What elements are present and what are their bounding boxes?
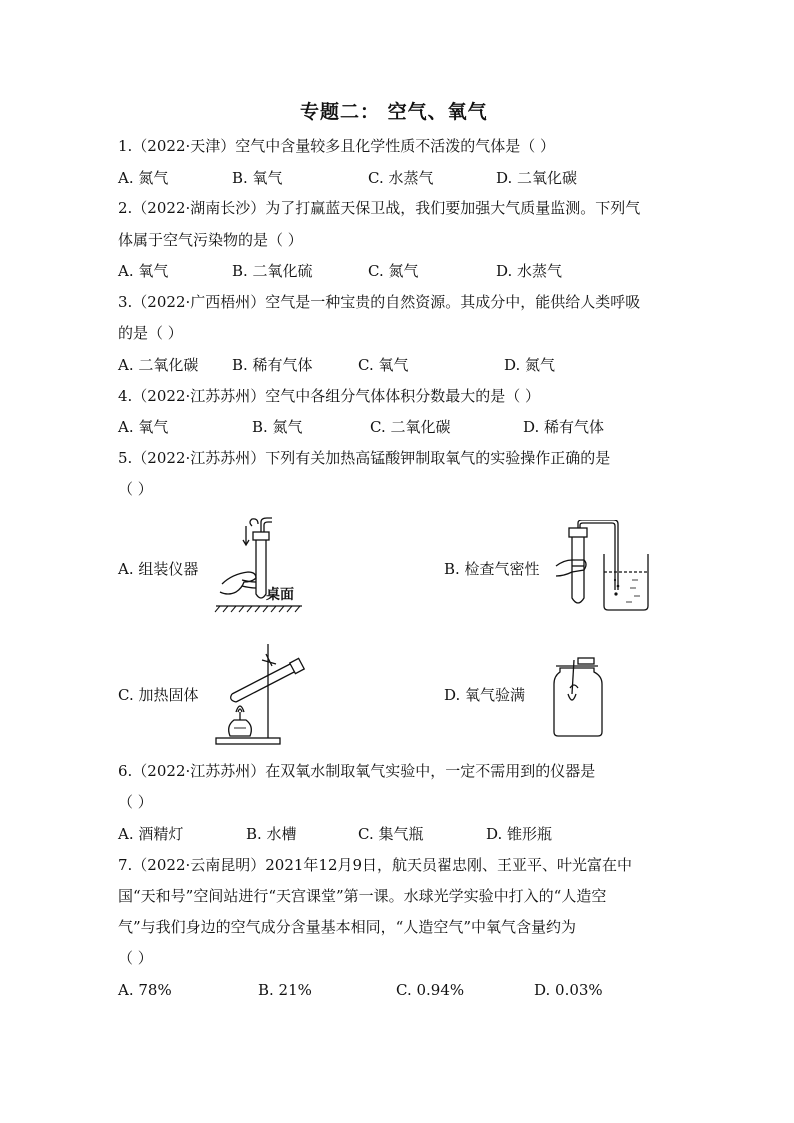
question-3-line-1: 3.（2022·广西梧州）空气是一种宝贵的自然资源。其成分中，能供给人类呼吸 xyxy=(118,293,641,311)
q2-option-b: B. 二氧化硫 xyxy=(232,262,313,280)
q1-option-d: D. 二氧化碳 xyxy=(496,169,578,187)
q4-option-c: C. 二氧化碳 xyxy=(370,418,451,436)
q6-option-d: D. 锥形瓶 xyxy=(486,825,553,843)
question-7-line-1: 7.（2022·云南昆明）2021年12月9日，航天员翟忠刚、王亚平、叶光富在中 xyxy=(118,856,633,874)
q6-option-a: A. 酒精灯 xyxy=(118,825,184,843)
q1-option-c: C. 水蒸气 xyxy=(368,169,434,187)
q7-option-a: A. 78% xyxy=(118,981,172,999)
q1-option-a: A. 氮气 xyxy=(118,169,169,187)
q4-option-d: D. 稀有气体 xyxy=(523,418,605,436)
figure-heating-solid xyxy=(212,640,312,746)
q5-option-c: C. 加热固体 xyxy=(118,686,199,704)
figure-oxygen-full-test xyxy=(548,654,608,738)
question-7-line-4: （ ） xyxy=(118,949,153,967)
q5-option-d: D. 氧气验满 xyxy=(444,686,526,704)
q2-option-d: D. 水蒸气 xyxy=(496,262,563,280)
figure-check-airtightness xyxy=(552,520,652,612)
q4-option-a: A. 氧气 xyxy=(118,418,169,436)
table-label: 桌面 xyxy=(266,587,294,603)
q3-option-b: B. 稀有气体 xyxy=(232,356,313,374)
question-2-line-2: 体属于空气污染物的是（ ） xyxy=(118,231,303,249)
q7-option-d: D. 0.03% xyxy=(534,981,603,999)
q3-option-a: A. 二氧化碳 xyxy=(118,356,199,374)
q6-option-c: C. 集气瓶 xyxy=(358,825,424,843)
q5-option-b: B. 检查气密性 xyxy=(444,560,540,578)
q7-option-b: B. 21% xyxy=(258,981,312,999)
page-title: 专题二： 空气、氧气 xyxy=(300,101,488,123)
q3-option-d: D. 氮气 xyxy=(504,356,556,374)
q5-option-a: A. 组装仪器 xyxy=(118,560,199,578)
q2-option-c: C. 氮气 xyxy=(368,262,419,280)
question-1-line-1: 1.（2022·天津）空气中含量较多且化学性质不活泼的气体是（ ） xyxy=(118,137,556,155)
question-6-line-1: 6.（2022·江苏苏州）在双氧水制取氧气实验中，一定不需用到的仪器是 xyxy=(118,762,596,780)
q1-option-b: B. 氧气 xyxy=(232,169,283,187)
q3-option-c: C. 氧气 xyxy=(358,356,409,374)
question-7-line-3: 气”与我们身边的空气成分含量基本相同，“人造空气”中氧气含量约为 xyxy=(118,918,577,936)
question-5-line-1: 5.（2022·江苏苏州）下列有关加热高锰酸钾制取氧气的实验操作正确的是 xyxy=(118,449,611,467)
q2-option-a: A. 氧气 xyxy=(118,262,169,280)
question-7-line-2: 国“天和号”空间站进行“天宫课堂”第一课。水球光学实验中打入的“人造空 xyxy=(118,887,607,905)
q4-option-b: B. 氮气 xyxy=(252,418,303,436)
question-4-line-1: 4.（2022·江苏苏州）空气中各组分气体体积分数最大的是（ ） xyxy=(118,387,541,405)
question-2-line-1: 2.（2022·湖南长沙）为了打赢蓝天保卫战，我们要加强大气质量监测。下列气 xyxy=(118,199,641,217)
question-3-line-2: 的是（ ） xyxy=(118,324,183,342)
q6-option-b: B. 水槽 xyxy=(246,825,297,843)
question-5-line-2: （ ） xyxy=(118,480,153,498)
q7-option-c: C. 0.94% xyxy=(396,981,465,999)
question-6-line-2: （ ） xyxy=(118,793,153,811)
